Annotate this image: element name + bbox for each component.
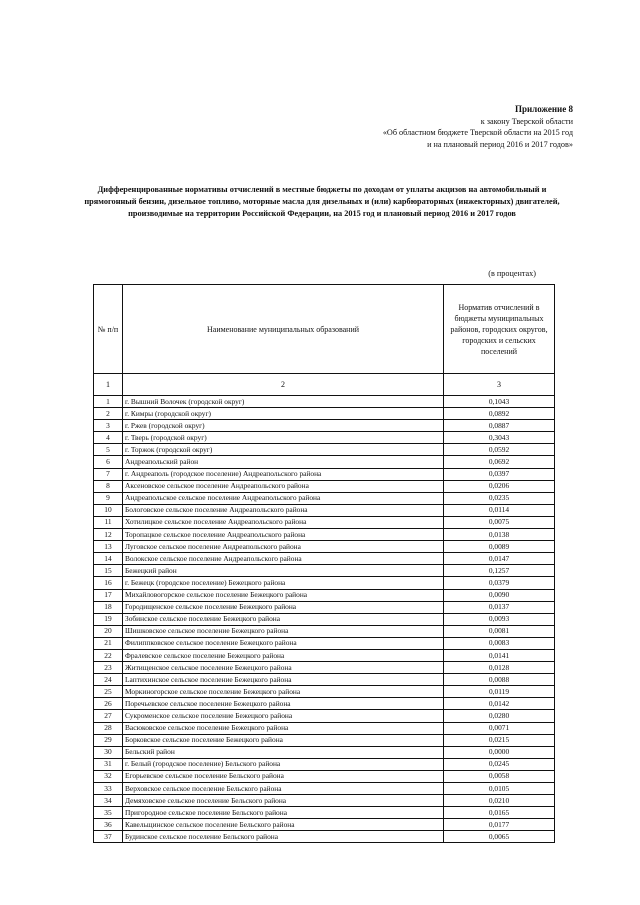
column-number: 2 [123, 374, 444, 396]
row-value: 0,1043 [444, 396, 555, 408]
row-value: 0,0128 [444, 662, 555, 674]
row-number: 10 [94, 504, 123, 516]
row-number: 5 [94, 444, 123, 456]
row-value: 0,0397 [444, 468, 555, 480]
row-name: Моркиногорское сельское поселение Бежецкого района [123, 686, 444, 698]
row-name: г. Кимры (городской округ) [123, 408, 444, 420]
table-row [94, 589, 555, 601]
row-number: 9 [94, 492, 123, 504]
row-number: 26 [94, 698, 123, 710]
table-row [94, 480, 555, 492]
row-value: 0,0692 [444, 456, 555, 468]
table-row [94, 468, 555, 480]
row-number: 15 [94, 565, 123, 577]
row-name: Бологовское сельское поселение Андреапольского района [123, 504, 444, 516]
appendix-line: к закону Тверской области [480, 116, 573, 126]
table-row [94, 698, 555, 710]
row-name: Фралевское сельское поселение Бежецкого района [123, 649, 444, 661]
units-note: (в процентах) [488, 269, 536, 278]
row-value: 0,1257 [444, 565, 555, 577]
row-value: 0,0210 [444, 795, 555, 807]
column-number: 1 [94, 374, 123, 396]
table-header-row [94, 285, 555, 374]
row-name: Пригородное сельское поселение Бельского района [123, 807, 444, 819]
row-value: 0,0071 [444, 722, 555, 734]
row-number: 16 [94, 577, 123, 589]
table-row [94, 783, 555, 795]
table-row [94, 674, 555, 686]
row-name: Аксеновское сельское поселение Андреапольского района [123, 480, 444, 492]
table-row [94, 758, 555, 770]
table-row [94, 504, 555, 516]
row-name: Андреапольский район [123, 456, 444, 468]
table-row [94, 456, 555, 468]
row-name: Бежецкий район [123, 565, 444, 577]
table-row [94, 710, 555, 722]
row-number: 37 [94, 831, 123, 843]
row-number: 23 [94, 662, 123, 674]
row-value: 0,0093 [444, 613, 555, 625]
row-number: 22 [94, 649, 123, 661]
row-number: 24 [94, 674, 123, 686]
row-name: Сукроменское сельское поселение Бежецкого района [123, 710, 444, 722]
row-name: г. Ржев (городской округ) [123, 420, 444, 432]
row-number: 31 [94, 758, 123, 770]
table-row [94, 613, 555, 625]
row-name: Laптихинское сельское поселение Бежецкого района [123, 674, 444, 686]
row-name: г. Андреаполь (городское поселение) Андреапольского района [123, 468, 444, 480]
table-body [94, 396, 555, 843]
row-number: 34 [94, 795, 123, 807]
row-number: 11 [94, 516, 123, 528]
row-number: 30 [94, 746, 123, 758]
row-value: 0,0887 [444, 420, 555, 432]
row-name: Зобинское сельское поселение Бежецкого района [123, 613, 444, 625]
row-value: 0,0089 [444, 541, 555, 553]
row-name: г. Тверь (городской округ) [123, 432, 444, 444]
norms-table [93, 284, 555, 843]
row-number: 21 [94, 637, 123, 649]
table-row [94, 662, 555, 674]
table-row [94, 553, 555, 565]
row-value: 0,0081 [444, 625, 555, 637]
table-row [94, 408, 555, 420]
table-row [94, 819, 555, 831]
row-number: 25 [94, 686, 123, 698]
row-value: 0,0058 [444, 770, 555, 782]
row-name: г. Торжок (городской округ) [123, 444, 444, 456]
row-value: 0,0119 [444, 686, 555, 698]
row-name: Хотилицкое сельское поселение Андреапольского района [123, 516, 444, 528]
row-number: 28 [94, 722, 123, 734]
row-name: Волокское сельское поселение Андреапольского района [123, 553, 444, 565]
table-row [94, 492, 555, 504]
table-row [94, 541, 555, 553]
row-number: 27 [94, 710, 123, 722]
row-value: 0,0206 [444, 480, 555, 492]
row-number: 20 [94, 625, 123, 637]
row-number: 19 [94, 613, 123, 625]
row-name: Егорьевское сельское поселение Бельского района [123, 770, 444, 782]
table-row [94, 577, 555, 589]
row-number: 7 [94, 468, 123, 480]
column-number: 3 [444, 374, 555, 396]
table-row [94, 444, 555, 456]
table-row [94, 722, 555, 734]
row-value: 0,0114 [444, 504, 555, 516]
row-value: 0,0000 [444, 746, 555, 758]
row-value: 0,0245 [444, 758, 555, 770]
table-row [94, 432, 555, 444]
row-value: 0,0105 [444, 783, 555, 795]
row-number: 32 [94, 770, 123, 782]
row-value: 0,0892 [444, 408, 555, 420]
row-number: 1 [94, 396, 123, 408]
row-name: Бельский район [123, 746, 444, 758]
appendix-heading: Приложение 8 [514, 104, 573, 114]
document-title: Дифференцированные нормативы отчислений в местные бюджеты по доходам от уплаты акцизов на автомобильный и прямогонный бензин, дизельное топливо, моторные масла для дизельных и (или) карбюраторных (инжекторных) двигателей, производимые на территории Российской Федерации, на 2015 год и плановый период 2016 и 2017 годов [84, 185, 560, 218]
row-number: 35 [94, 807, 123, 819]
table-row [94, 831, 555, 843]
row-name: Филиппковское сельское поселение Бежецкого района [123, 637, 444, 649]
row-name: Житищенское сельское поселение Бежецкого района [123, 662, 444, 674]
row-name: г. Вышний Волочек (городской округ) [123, 396, 444, 408]
appendix-line: и на плановый период 2016 и 2017 годов» [427, 139, 573, 149]
row-number: 33 [94, 783, 123, 795]
row-value: 0,0090 [444, 589, 555, 601]
row-number: 18 [94, 601, 123, 613]
table-row [94, 420, 555, 432]
row-number: 17 [94, 589, 123, 601]
row-name: Михайловогорское сельское поселение Бежецкого района [123, 589, 444, 601]
table-row [94, 807, 555, 819]
row-value: 0,0141 [444, 649, 555, 661]
appendix-block [313, 104, 573, 150]
row-name: Будинское сельское поселение Бельского района [123, 831, 444, 843]
table-row [94, 746, 555, 758]
row-value: 0,0215 [444, 734, 555, 746]
header-number: № п/п [94, 285, 123, 374]
row-number: 29 [94, 734, 123, 746]
row-value: 0,0138 [444, 529, 555, 541]
header-name: Наименование муниципальных образований [123, 285, 444, 374]
row-value: 0,0165 [444, 807, 555, 819]
row-name: Торопацкое сельское поселение Андреапольского района [123, 529, 444, 541]
table-row [94, 565, 555, 577]
table-row [94, 637, 555, 649]
row-value: 0,0137 [444, 601, 555, 613]
table-row [94, 601, 555, 613]
row-number: 2 [94, 408, 123, 420]
row-value: 0,0075 [444, 516, 555, 528]
row-value: 0,0147 [444, 553, 555, 565]
row-name: Верховское сельское поселение Бельского района [123, 783, 444, 795]
row-name: Шишковское сельское поселение Бежецкого района [123, 625, 444, 637]
table-row [94, 396, 555, 408]
row-number: 12 [94, 529, 123, 541]
header-norm: Норматив отчислений в бюджеты муниципальных районов, городских округов, городских и сельских поселений [444, 285, 555, 374]
row-value: 0,0142 [444, 698, 555, 710]
row-value: 0,0065 [444, 831, 555, 843]
row-value: 0,0592 [444, 444, 555, 456]
row-name: г. Бежецк (городское поселение) Бежецкого района [123, 577, 444, 589]
row-value: 0,0177 [444, 819, 555, 831]
row-number: 14 [94, 553, 123, 565]
row-name: Андреапольское сельское поселение Андреапольского района [123, 492, 444, 504]
row-number: 4 [94, 432, 123, 444]
row-name: Кавельщинское сельское поселение Бельского района [123, 819, 444, 831]
row-number: 8 [94, 480, 123, 492]
row-name: Васюковское сельское поселение Бежецкого района [123, 722, 444, 734]
column-numbers-row [94, 374, 555, 396]
row-value: 0,3043 [444, 432, 555, 444]
table-row [94, 734, 555, 746]
row-name: г. Белый (городское поселение) Бельского района [123, 758, 444, 770]
table-row [94, 770, 555, 782]
table-row [94, 516, 555, 528]
row-name: Поречьевское сельское поселение Бежецкого района [123, 698, 444, 710]
row-name: Демяховское сельское поселение Бельского района [123, 795, 444, 807]
row-value: 0,0083 [444, 637, 555, 649]
row-number: 6 [94, 456, 123, 468]
table-row [94, 649, 555, 661]
table-row [94, 686, 555, 698]
row-name: Городищенское сельское поселение Бежецкого района [123, 601, 444, 613]
row-number: 3 [94, 420, 123, 432]
row-value: 0,0280 [444, 710, 555, 722]
appendix-line: «Об областном бюджете Тверской области на 2015 год [382, 128, 573, 137]
row-value: 0,0235 [444, 492, 555, 504]
row-value: 0,0379 [444, 577, 555, 589]
row-name: Луговское сельское поселение Андреапольского района [123, 541, 444, 553]
table-row [94, 625, 555, 637]
row-value: 0,0088 [444, 674, 555, 686]
row-number: 36 [94, 819, 123, 831]
table-row [94, 529, 555, 541]
row-number: 13 [94, 541, 123, 553]
row-name: Борковское сельское поселение Бежецкого района [123, 734, 444, 746]
table-row [94, 795, 555, 807]
